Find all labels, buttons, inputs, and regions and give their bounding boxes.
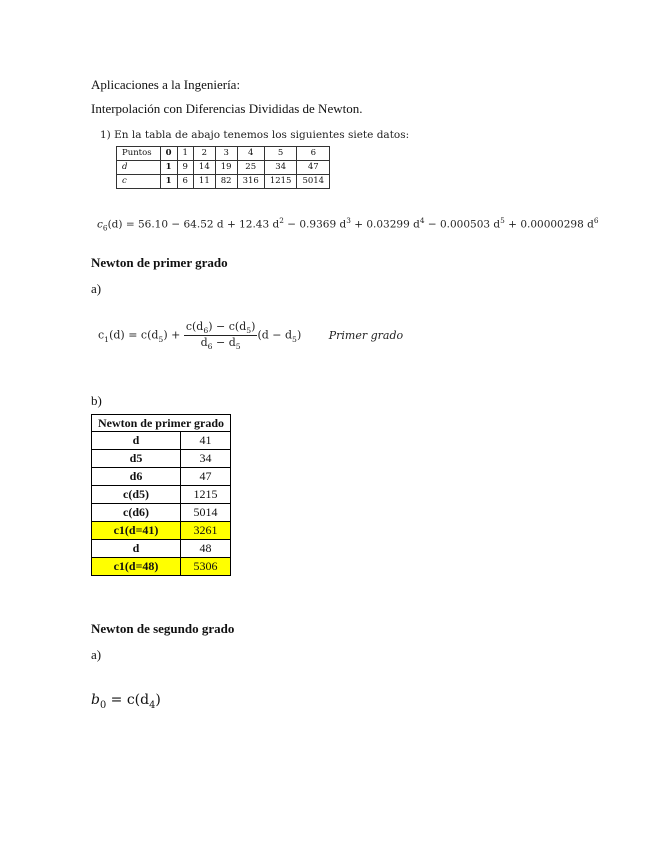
poly-exp-3: 3 — [346, 216, 351, 225]
data-cell: 2 — [193, 147, 215, 161]
f1-label: Primer grado — [328, 328, 404, 342]
f1-tail-end: ) — [296, 328, 302, 342]
data-cell: 316 — [237, 175, 264, 189]
data-cell: 34 — [264, 161, 297, 175]
data-table — [116, 146, 330, 189]
f1-numerator: $c(d_6) - c(d_5)$ — [185, 320, 256, 336]
data-cell: 47 — [297, 161, 330, 175]
data-row-d — [117, 161, 330, 175]
poly-exp-5: 5 — [500, 216, 505, 225]
poly-term-6: + 0.00000298 d — [504, 218, 594, 231]
data-cell: 25 — [237, 161, 264, 175]
data-cell: 1 — [160, 161, 177, 175]
section1-title: Newton de primer grado — [91, 255, 228, 270]
newton-row-value: 41 — [181, 432, 231, 450]
data-cell: 1215 — [264, 175, 297, 189]
newton-row-value: 34 — [181, 450, 231, 468]
newton-row-value: 1215 — [181, 486, 231, 504]
document-subheading: Interpolación con Diferencias Divididas de Newton. — [91, 101, 363, 116]
data-cell: 9 — [177, 161, 193, 175]
f1-lhs-rest-sub: 5 — [158, 334, 164, 344]
first-degree-formula — [98, 320, 403, 351]
poly-lhs-sub: 6 — [102, 223, 108, 233]
newton-row-key: d6 — [92, 468, 181, 486]
newton-row-key: d — [92, 540, 181, 558]
document-heading: Aplicaciones a la Ingeniería: — [91, 77, 241, 92]
poly-term-5: − 0.000503 d — [424, 218, 501, 231]
f1-lhs: c — [98, 328, 105, 342]
f1-fraction — [184, 320, 258, 351]
newton-row-key: c(d6) — [92, 504, 181, 522]
data-cell: 3 — [215, 147, 237, 161]
data-cell: 1 — [177, 147, 193, 161]
newton-table-row — [92, 468, 231, 486]
f1-tail: (d − d — [257, 328, 293, 342]
newton-row-key: c1(d=41) — [92, 522, 181, 540]
newton-row-key: c(d5) — [92, 486, 181, 504]
data-cell: 0 — [160, 147, 177, 161]
newton-first-degree-table — [91, 414, 231, 576]
newton-table-row — [92, 504, 231, 522]
section1-part-a: a) — [91, 281, 102, 296]
problem-number: 1) — [100, 129, 111, 141]
poly-term-3: − 0.9369 d — [283, 218, 347, 231]
data-cell: 82 — [215, 175, 237, 189]
newton-row-value: 47 — [181, 468, 231, 486]
f2-rhs: = c(d — [106, 692, 150, 708]
data-row-label: Puntos — [117, 147, 161, 161]
newton-table-row — [92, 432, 231, 450]
data-cell: 14 — [193, 161, 215, 175]
f2-rhs-sub: 4 — [149, 699, 156, 711]
data-cell: 1 — [160, 175, 177, 189]
data-cell: 11 — [193, 175, 215, 189]
f2-rhs-end: ) — [155, 692, 161, 708]
newton-row-key: c1(d=48) — [92, 558, 181, 576]
data-row-c — [117, 175, 330, 189]
newton-row-value: 5014 — [181, 504, 231, 522]
newton-table-row — [92, 540, 231, 558]
f1-plus: ) + — [163, 328, 181, 342]
poly-terms-1: (d) = 56.10 − 64.52 d + 12.43 d — [107, 218, 280, 231]
poly-lhs: c — [97, 218, 103, 231]
polynomial-equation — [97, 216, 599, 233]
f1-lhs-rest: (d) = c(d — [109, 328, 159, 342]
data-cell: 6 — [177, 175, 193, 189]
newton-table-row — [92, 522, 231, 540]
section2-title: Newton de segundo grado — [91, 621, 235, 636]
newton-row-value: 5306 — [181, 558, 231, 576]
newton-table-row — [92, 558, 231, 576]
f1-tail-sub: 5 — [292, 334, 297, 344]
data-row-puntos — [117, 147, 330, 161]
poly-exp-2: 2 — [279, 216, 284, 225]
newton-row-key: d — [92, 432, 181, 450]
poly-term-4: + 0.03299 d — [350, 218, 420, 231]
f2-lhs-sub: 0 — [99, 699, 107, 711]
f1-denominator: $d_6 - d_5$ — [200, 336, 241, 352]
poly-exp-6: 6 — [593, 216, 599, 225]
data-row-label: d — [117, 161, 161, 175]
data-cell: 5014 — [297, 175, 330, 189]
second-degree-formula — [91, 692, 161, 711]
problem-statement — [100, 129, 409, 141]
f1-lhs-sub: 1 — [104, 334, 110, 344]
newton-table-row — [92, 450, 231, 468]
newton-row-value: 3261 — [181, 522, 231, 540]
data-cell: 6 — [297, 147, 330, 161]
data-cell: 5 — [264, 147, 297, 161]
problem-text: En la tabla de abajo tenemos los siguientes siete datos: — [114, 129, 410, 141]
data-cell: 4 — [237, 147, 264, 161]
newton-table-row — [92, 486, 231, 504]
data-cell: 19 — [215, 161, 237, 175]
section1-part-b: b) — [91, 393, 102, 408]
poly-exp-4: 4 — [419, 216, 425, 225]
newton-row-key: d5 — [92, 450, 181, 468]
newton-row-value: 48 — [181, 540, 231, 558]
section2-part-a: a) — [91, 647, 102, 662]
f2-lhs: b — [91, 692, 100, 708]
newton-table-header: Newton de primer grado — [92, 415, 231, 432]
data-row-label: c — [117, 175, 161, 189]
